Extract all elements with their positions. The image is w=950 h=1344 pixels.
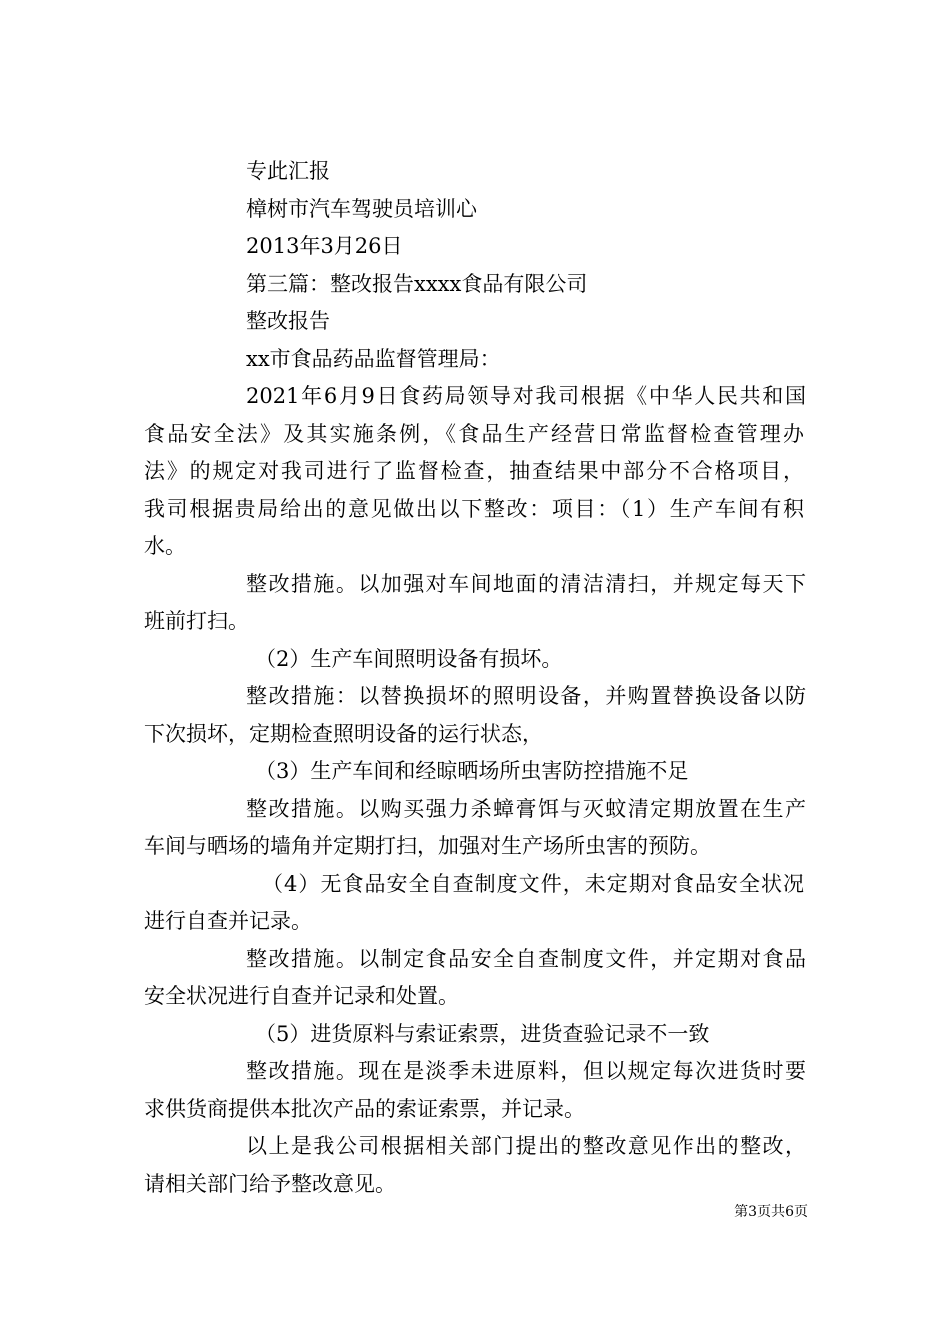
- paragraph-intro-line-2: 食品安全法》及其实施条例，《食品生产经营日常监督检查管理办: [144, 422, 804, 446]
- report-title: 整改报告: [246, 309, 330, 333]
- recipient-line: xx市食品药品监督管理局：: [246, 347, 501, 371]
- closing-phrase: 专此汇报: [246, 159, 330, 183]
- measure-1-line-1: 整改措施。以加强对车间地面的清洁清扫，并规定每天下: [246, 572, 806, 596]
- measure-4-line-2: 安全状况进行自查并记录和处置。: [144, 984, 459, 1008]
- paragraph-intro-line-1: 2021年6月9日食药局领导对我司根据《中华人民共和国: [246, 384, 806, 408]
- section-heading: 第三篇：整改报告xxxx食品有限公司: [246, 272, 588, 296]
- paragraph-intro-line-5: 水。: [144, 534, 186, 558]
- measure-4-line-1: 整改措施。以制定食品安全自查制度文件，并定期对食品: [246, 947, 806, 971]
- measure-3-line-1: 整改措施。以购买强力杀蟑膏饵与灭蚊清定期放置在生产: [246, 797, 806, 821]
- paragraph-intro-line-4: 我司根据贵局给出的意见做出以下整改：项目：（1）生产车间有积: [144, 497, 804, 521]
- item-4-line-1: （4）无食品安全自查制度文件，未定期对食品安全状况: [262, 872, 804, 896]
- measure-5-line-2: 求供货商提供本批次产品的索证索票，并记录。: [144, 1097, 585, 1121]
- measure-3-line-2: 车间与晒场的墙角并定期打扫，加强对生产场所虫害的预防。: [144, 834, 711, 858]
- item-5: （5）进货原料与索证索票，进货查验记录不一致: [255, 1022, 710, 1046]
- item-2: （2）生产车间照明设备有损坏。: [255, 647, 563, 671]
- measure-5-line-1: 整改措施。现在是淡季未进原料，但以规定每次进货时要: [246, 1059, 806, 1083]
- paragraph-intro-line-3: 法》的规定对我司进行了监督检查，抽查结果中部分不合格项目，: [144, 459, 804, 483]
- signature-date: 2013年3月26日: [246, 234, 403, 258]
- conclusion-line-1: 以上是我公司根据相关部门提出的整改意见作出的整改，: [246, 1134, 806, 1158]
- conclusion-line-2: 请相关部门给予整改意见。: [144, 1172, 396, 1196]
- measure-1-line-2: 班前打扫。: [144, 609, 249, 633]
- measure-2-line-1: 整改措施：以替换损坏的照明设备，并购置替换设备以防: [246, 684, 806, 708]
- signature-organization: 樟树市汽车驾驶员培训心: [246, 197, 477, 221]
- measure-2-line-2: 下次损坏，定期检查照明设备的运行状态，: [144, 722, 543, 746]
- page-number-footer: 第3页共6页: [734, 1204, 808, 1220]
- item-3: （3）生产车间和经晾晒场所虫害防控措施不足: [255, 759, 689, 783]
- item-4-line-2: 进行自查并记录。: [144, 909, 312, 933]
